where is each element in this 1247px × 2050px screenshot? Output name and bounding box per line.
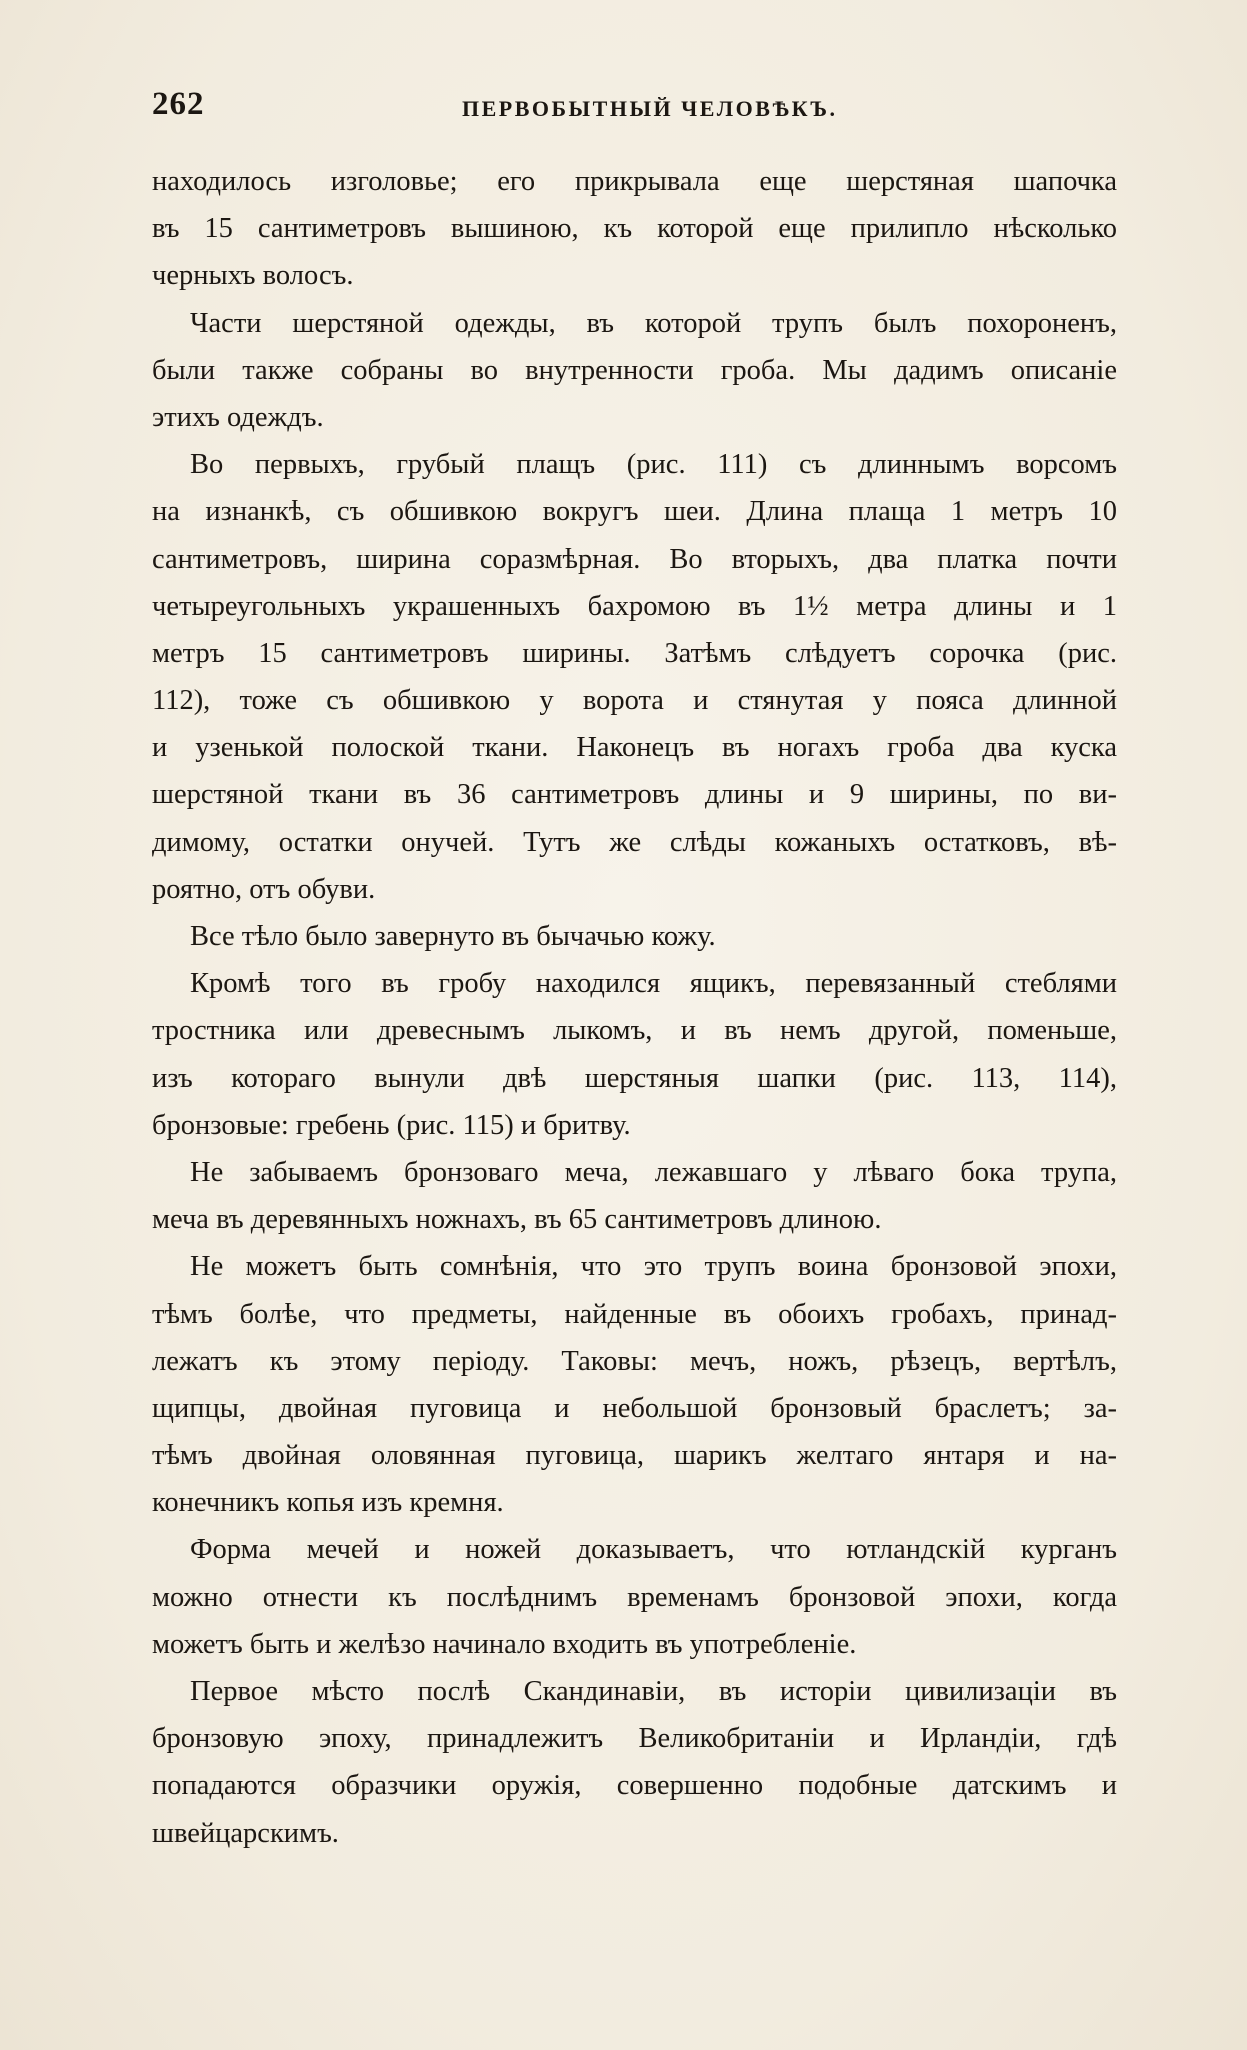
text-line: лежатъ къ этому періоду. Таковы: мечъ, ножъ, рѣзецъ, вертѣлъ,: [152, 1345, 1117, 1377]
text-line: Во первыхъ, грубый плащъ (рис. 111) съ длиннымъ ворсомъ: [190, 449, 1117, 481]
text-line: Форма мечей и ножей доказываетъ, что ютландскій курганъ: [190, 1534, 1117, 1566]
text-line: швейцарскимъ.: [152, 1817, 339, 1849]
text-line: шерстяной ткани въ 36 сантиметровъ длины и 9 ширины, по ви-: [152, 779, 1117, 811]
text-line: бронзовые: гребень (рис. 115) и бритву.: [152, 1109, 631, 1141]
text-line: Части шерстяной одежды, въ которой трупъ былъ похороненъ,: [190, 307, 1117, 339]
text-line: можетъ быть и желѣзо начинало входить въ употребленіе.: [152, 1628, 857, 1660]
page-header: [152, 86, 1122, 130]
text-line: тростника или древеснымъ лыкомъ, и въ немъ другой, поменьше,: [152, 1015, 1117, 1047]
text-line: этихъ одеждъ.: [152, 401, 324, 433]
text-line: метръ 15 сантиметровъ ширины. Затѣмъ слѣдуетъ сорочка (рис.: [152, 637, 1117, 669]
text-line: бронзовую эпоху, принадлежитъ Великобританіи и Ирландіи, гдѣ: [152, 1723, 1117, 1755]
text-line: въ 15 сантиметровъ вышиною, къ которой еще прилипло нѣсколько: [152, 213, 1117, 245]
text-line: были также собраны во внутренности гроба. Мы дадимъ описаніе: [152, 354, 1117, 386]
text-line: тѣмъ двойная оловянная пуговица, шарикъ желтаго янтаря и на-: [152, 1440, 1117, 1472]
text-line: конечникъ копья изъ кремня.: [152, 1487, 504, 1519]
text-line: сантиметровъ, ширина соразмѣрная. Во вторыхъ, два платка почти: [152, 543, 1117, 575]
text-line: и узенькой полоской ткани. Наконецъ въ ногахъ гроба два куска: [152, 732, 1117, 764]
text-line: изъ котораго вынули двѣ шерстяныя шапки (рис. 113, 114),: [152, 1062, 1117, 1094]
text-line: Не забываемъ бронзоваго меча, лежавшаго у лѣваго бока трупа,: [190, 1156, 1117, 1188]
text-line: Все тѣло было завернуто въ бычачью кожу.: [190, 921, 716, 952]
text-line: черныхъ волосъ.: [152, 260, 354, 292]
text-line: можно отнести къ послѣднимъ временамъ бронзовой эпохи, когда: [152, 1581, 1117, 1613]
text-line: находилось изголовье; его прикрывала еще шерстяная шапочка: [152, 166, 1117, 197]
text-line: меча въ деревянныхъ ножнахъ, въ 65 сантиметровъ длиною.: [152, 1204, 882, 1236]
text-line: щипцы, двойная пуговица и небольшой бронзовый браслетъ; за-: [152, 1392, 1117, 1424]
text-line: димому, остатки онучей. Тутъ же слѣды кожаныхъ остатковъ, вѣ-: [152, 826, 1117, 858]
text-line: Не можетъ быть сомнѣнія, что это трупъ воина бронзовой эпохи,: [190, 1251, 1117, 1283]
text-line: роятно, отъ обуви.: [152, 873, 376, 905]
running-head: ПЕРВОБЫТНЫЙ ЧЕЛОВѢКЪ.: [462, 96, 838, 121]
text-line: Кромѣ того въ гробу находился ящикъ, перевязанный стеблями: [190, 968, 1117, 1000]
text-line: четыреугольныхъ украшенныхъ бахромою въ 1½ метра длины и 1: [152, 590, 1117, 622]
text-line: Первое мѣсто послѣ Скандинавіи, въ исторіи цивилизаціи въ: [190, 1676, 1117, 1707]
text-line: на изнанкѣ, съ обшивкою вокругъ шеи. Длина плаща 1 метръ 10: [152, 496, 1117, 528]
page-number: 262: [152, 86, 205, 122]
text-line: 112), тоже съ обшивкою у ворота и стянутая у пояса длинной: [152, 685, 1117, 717]
text-line: тѣмъ болѣе, что предметы, найденные въ обоихъ гробахъ, принад-: [152, 1298, 1117, 1330]
text-line: попадаются образчики оружія, совершенно подобные датскимъ и: [152, 1770, 1117, 1802]
body-text: [152, 158, 1117, 1857]
